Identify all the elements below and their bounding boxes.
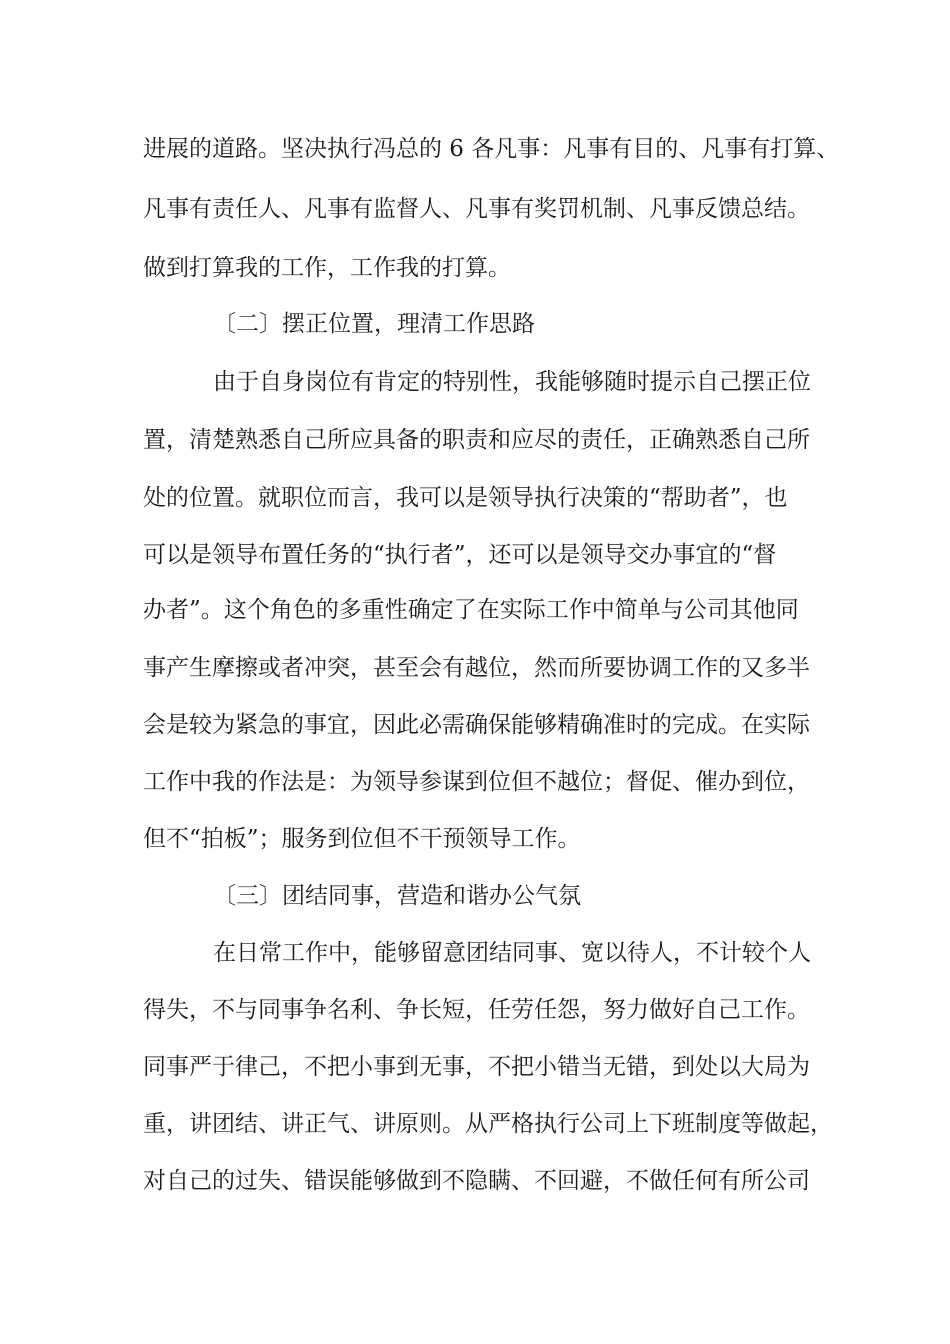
body-text-line: 做到打算我的工作，工作我的打算。 <box>143 255 511 281</box>
body-text-line: 得失，不与同事争名利、争长短，任劳任怨，努力做好自己工作。 <box>143 997 810 1023</box>
body-text-line: 重，讲团结、讲正气、讲原则。从严格执行公司上下班制度等做起， <box>143 1111 833 1137</box>
section-heading: 〔三〕团结同事，营造和谐办公气氛 <box>213 883 581 909</box>
body-text-line: 但不“拍板”；服务到位但不干预领导工作。 <box>143 826 581 852</box>
body-text-line: 在日常工作中，能够留意团结同事、宽以待人，不计较个人 <box>213 940 811 966</box>
body-text-line: 会是较为紧急的事宜，因此必需确保能够精确准时的完成。在实际 <box>143 712 810 738</box>
body-text-line: 办者”。这个角色的多重性确定了在实际工作中简单与公司其他同 <box>143 597 799 623</box>
body-text-line: 可以是领导布置任务的“执行者”，还可以是领导交办事宜的“督 <box>143 542 777 568</box>
body-text-line: 凡事有责任人、凡事有监督人、凡事有奖罚机制、凡事反馈总结。 <box>143 196 810 222</box>
body-text-line: 对自己的过失、错误能够做到不隐瞒、不回避，不做任何有所公司 <box>143 1168 810 1194</box>
body-text-line: 工作中我的作法是：为领导参谋到位但不越位；督促、催办到位， <box>143 769 810 795</box>
body-text-line: 由于自身岗位有肯定的特别性，我能够随时提示自己摆正位 <box>213 369 811 395</box>
body-text-line: 处的位置。就职位而言，我可以是领导执行决策的“帮助者”，也 <box>143 485 788 511</box>
section-heading: 〔二〕摆正位置，理清工作思路 <box>213 311 535 337</box>
body-text-line: 同事严于律己，不把小事到无事，不把小错当无错，到处以大局为 <box>143 1054 810 1080</box>
body-text-line: 事产生摩擦或者冲突，甚至会有越位，然而所要协调工作的又多半 <box>143 655 810 681</box>
body-text-line: 置，清楚熟悉自己所应具备的职责和应尽的责任，正确熟悉自己所 <box>143 427 810 453</box>
body-text-line: 进展的道路。坚决执行冯总的 6 各凡事：凡事有目的、凡事有打算、 <box>143 136 840 162</box>
